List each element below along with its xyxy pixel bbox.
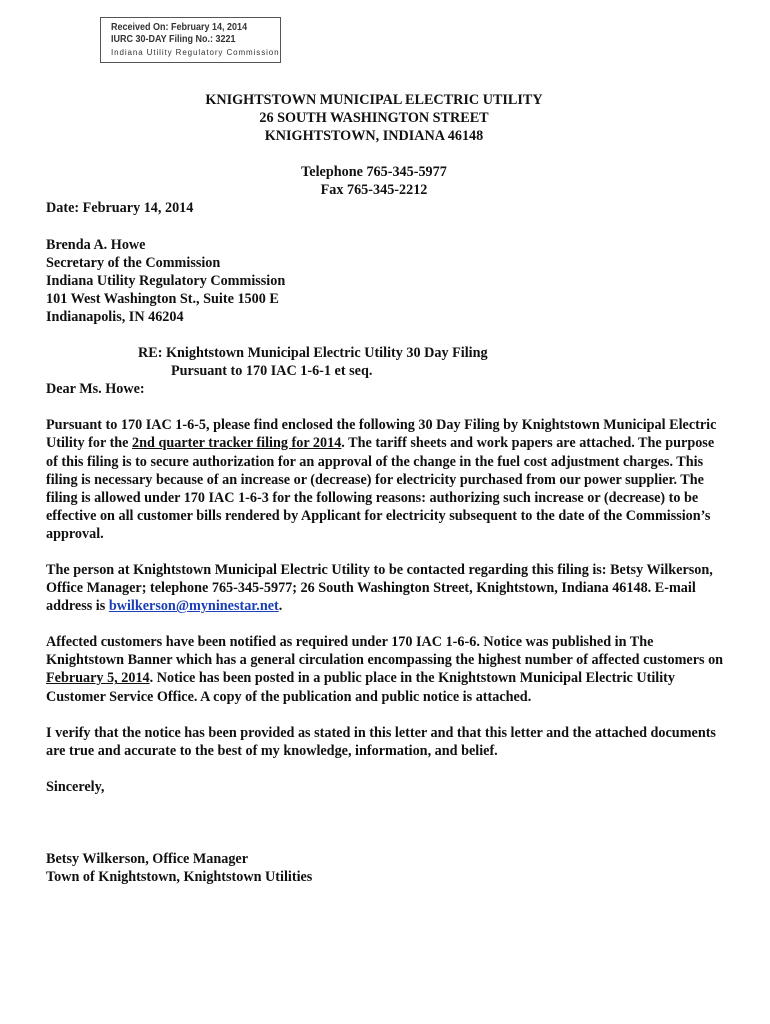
tracker-filing-underlined: 2nd quarter tracker filing for 2014 [132,435,342,452]
salutation: Dear Ms. Howe: [46,381,145,398]
letter-date: Date: February 14, 2014 [46,200,194,217]
recipient-title: Secretary of the Commission [46,254,221,271]
letterhead-fax: Fax 765-345-2212 [320,182,428,199]
recipient-city: Indianapolis, IN 46204 [46,308,184,325]
stamp-agency: Indiana Utility Regulatory Commission [111,48,280,57]
letterhead-street: 26 SOUTH WASHINGTON STREET [259,110,489,127]
email-link[interactable]: bwilkerson@myninestar.net [108,598,279,615]
recipient-address: 101 West Washington St., Suite 1500 E [46,290,279,307]
recipient-block [46,236,726,326]
letterhead-telephone: Telephone 765-345-5977 [301,164,447,181]
closing: Sincerely, [46,778,105,795]
filing-stamp [100,17,281,63]
signature-name: Betsy Wilkerson, Office Manager [46,850,249,867]
letterhead [34,91,714,199]
letterhead-name: KNIGHTSTOWN MUNICIPAL ELECTRIC UTILITY [205,92,543,108]
stamp-filing-number: IURC 30-DAY Filing No.: 3221 [111,34,236,45]
re-line-2: Pursuant to 170 IAC 1-6-1 et seq. [171,363,373,380]
re-line-1: RE: Knightstown Municipal Electric Utility 30 Day Filing [138,345,488,362]
stamp-received: Received On: February 14, 2014 [111,22,248,33]
letterhead-city: KNIGHTSTOWN, INDIANA 46148 [264,128,484,145]
recipient-name: Brenda A. Howe [46,236,146,253]
signature-org: Town of Knightstown, Knightstown Utilities [46,869,313,885]
paragraph-1: Pursuant to 170 IAC 1-6-5, please find enclosed the following 30 Day Filing by Knightstown Municipal Electric Utility for the 2nd quarter tracker filing for 2014. The tariff sheets and work papers are attached. The purpose of this filing is to secure authorization for an approval of the change in the fuel cost adjustment charges. This filing is necessary because of an increase or (decrease) for electricity purchased from our power supplier. The filing is allowed under 170 IAC 1-6-3 for the following reasons: authorizing such increase or (decrease) to be effective on all customer bills rendered by Applicant for electricity subsequent to the date of the Commission’s approval. [46,417,717,542]
recipient-org: Indiana Utility Regulatory Commission [46,272,286,289]
paragraph-3: Affected customers have been notified as required under 170 IAC 1-6-6. Notice was published in The Knightstown Banner which has a general circulation encompassing the highest number of affected customers on February 5, 2014. Notice has been posted in a public place in the Knightstown Municipal Electric Utility Customer Service Office. A copy of the publication and public notice is attached. [46,634,724,705]
publication-date-underlined: February 5, 2014 [46,670,150,687]
paragraph-2: The person at Knightstown Municipal Electric Utility to be contacted regarding this filing is: Betsy Wilkerson, Office Manager; telephone 765-345-5977; 26 South Washington Street, Knightstown, Indiana 46148. E-mail address is bwilkerson@myninestar.net. [46,561,713,615]
paragraph-4: I verify that the notice has been provided as stated in this letter and that this letter and the attached documents are true and accurate to the best of my knowledge, information, and belief. [46,724,716,759]
letter-body [46,91,726,886]
